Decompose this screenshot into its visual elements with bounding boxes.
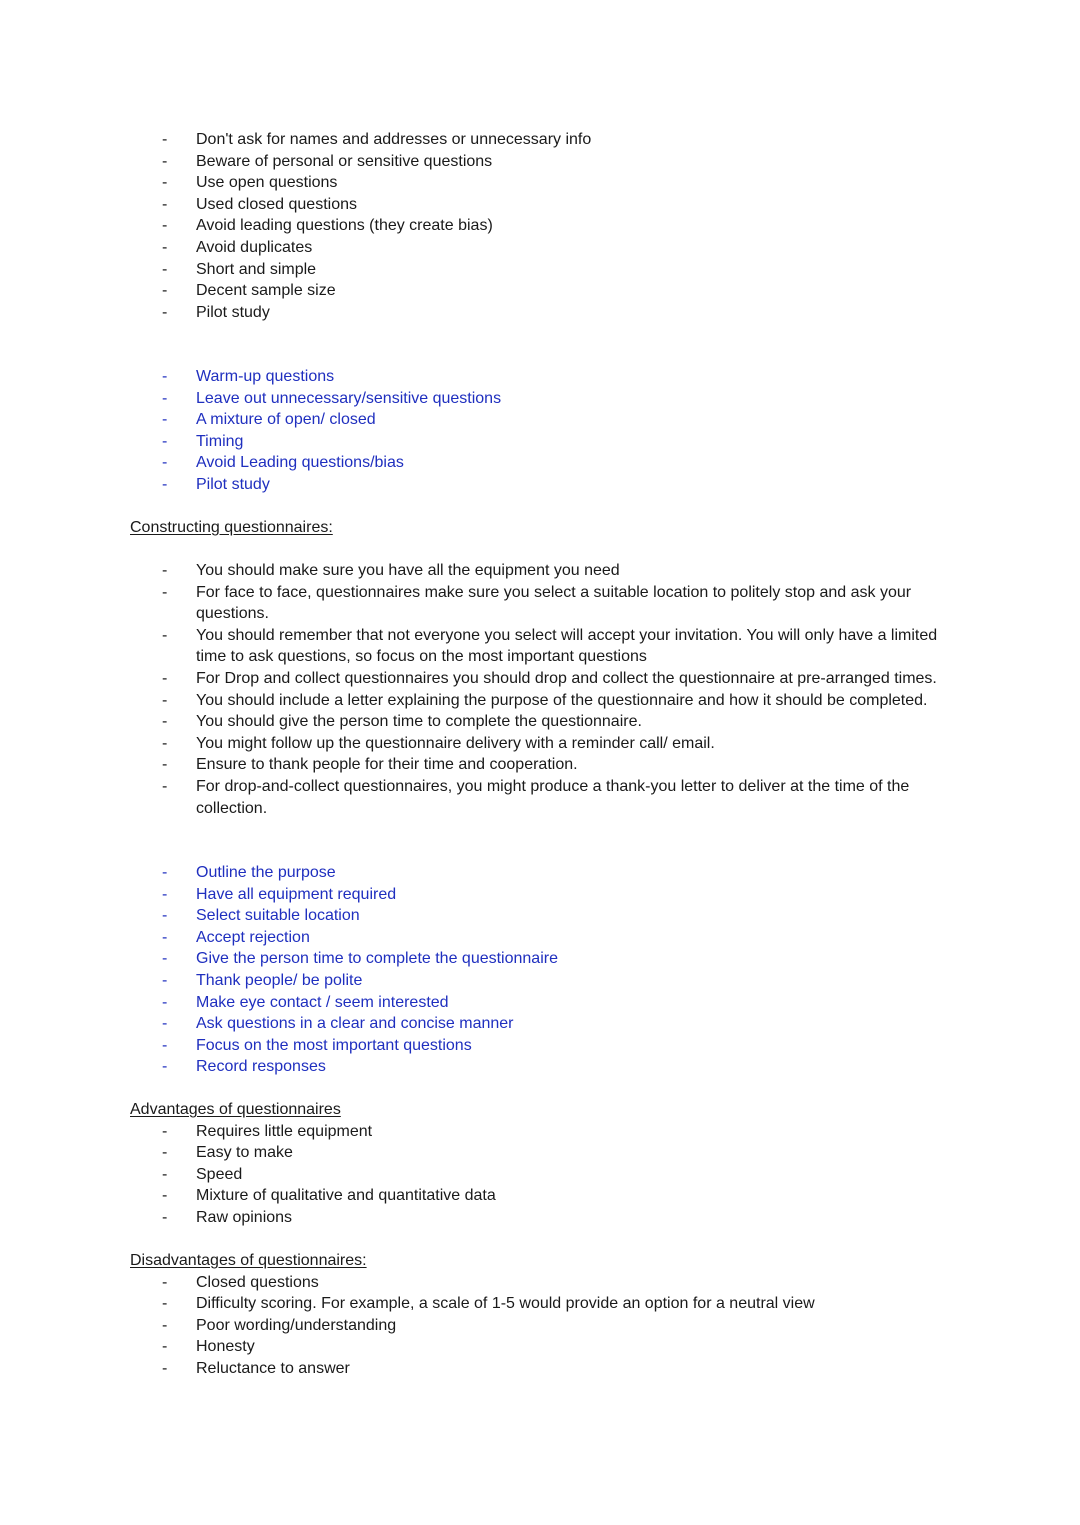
dash-bullet: - [162, 993, 168, 1011]
list-item [130, 668, 946, 690]
list-item [130, 1358, 946, 1380]
dash-bullet: - [162, 411, 168, 429]
list-item-text: Difficulty scoring. For example, a scale of 1-5 would provide an option for a neutral view [196, 1295, 815, 1313]
dash-bullet: - [162, 368, 168, 385]
dash-bullet: - [162, 1122, 168, 1140]
dash-bullet: - [162, 583, 168, 601]
dash-bullet: - [162, 885, 168, 903]
list-item [130, 948, 946, 970]
list-item-text: Ask questions in a clear and concise manner [196, 1015, 514, 1033]
advantages-section [130, 1099, 960, 1229]
list-item-text: Short and simple [196, 260, 317, 278]
list-item [130, 1013, 946, 1035]
dash-bullet: - [162, 669, 168, 687]
list-item [130, 474, 946, 496]
dash-bullet: - [162, 389, 168, 407]
dash-bullet: - [162, 1295, 168, 1313]
constructing-list [130, 560, 960, 819]
summary-list-section [130, 366, 960, 496]
list-item [130, 388, 946, 410]
list-item [130, 1272, 946, 1294]
list-item-text: Don't ask for names and addresses or unnecessary info [196, 131, 592, 148]
list-item [130, 1207, 946, 1229]
disadvantages-section [130, 1250, 960, 1380]
list-item-text: Timing [196, 432, 244, 450]
list-item [130, 1293, 946, 1315]
dash-bullet: - [162, 1316, 168, 1334]
tips-list-section [130, 129, 960, 323]
summary-list [130, 366, 960, 496]
list-item [130, 1056, 946, 1078]
dash-bullet: - [162, 1338, 168, 1356]
list-item-text: Use open questions [196, 174, 338, 192]
constructing-heading: Constructing questionnaires: [130, 519, 333, 536]
list-item [130, 431, 946, 453]
list-item-text: Poor wording/understanding [196, 1316, 397, 1334]
list-item [130, 927, 946, 949]
list-item-text: Avoid Leading questions/bias [196, 454, 404, 472]
list-item [130, 1315, 946, 1337]
list-item [130, 862, 946, 884]
list-item [130, 1035, 946, 1057]
dash-bullet: - [162, 282, 168, 300]
dash-bullet: - [162, 1036, 168, 1054]
list-item-text: Beware of personal or sensitive questions [196, 152, 493, 170]
list-item [130, 280, 946, 302]
dash-bullet: - [162, 195, 168, 213]
list-item-text: You should include a letter explaining the purpose of the questionnaire and how it should be completed. [196, 691, 928, 709]
dash-bullet: - [162, 1058, 168, 1076]
dash-bullet: - [162, 1144, 168, 1162]
constructing-heading-section [130, 517, 960, 539]
advantages-list [130, 1121, 960, 1229]
list-item [130, 237, 946, 259]
disadvantages-heading: Disadvantages of questionnaires: [130, 1252, 367, 1269]
list-item-text: Decent sample size [196, 282, 336, 300]
list-item [130, 259, 946, 281]
list-item [130, 1142, 946, 1164]
list-item-text: Requires little equipment [196, 1122, 373, 1140]
dash-bullet: - [162, 432, 168, 450]
list-item [130, 754, 946, 776]
dash-bullet: - [162, 562, 168, 579]
list-item-text: Used closed questions [196, 195, 357, 213]
dash-bullet: - [162, 174, 168, 192]
dash-bullet: - [162, 734, 168, 752]
list-item [130, 172, 946, 194]
list-item-text: Avoid duplicates [196, 238, 313, 256]
list-item [130, 711, 946, 733]
list-item [130, 302, 946, 324]
list-item-text: Avoid leading questions (they create bias) [196, 217, 493, 235]
list-item-text: Closed questions [196, 1273, 319, 1291]
list-item-text: For Drop and collect questionnaires you should drop and collect the questionnaire at pre-arranged times. [196, 669, 937, 687]
list-item [130, 215, 946, 237]
dash-bullet: - [162, 260, 168, 278]
list-item [130, 582, 946, 625]
dash-bullet: - [162, 777, 168, 795]
list-item-text: For drop-and-collect questionnaires, you might produce a thank-you letter to deliver at the time of the collection. [196, 777, 910, 817]
list-item-text: Warm-up questions [196, 368, 335, 385]
list-item [130, 366, 946, 388]
list-item-text: Raw opinions [196, 1208, 293, 1226]
list-item-text: Record responses [196, 1058, 326, 1076]
list-item-text: Easy to make [196, 1144, 293, 1162]
tips-list [130, 129, 960, 323]
dash-bullet: - [162, 626, 168, 644]
dash-bullet: - [162, 756, 168, 774]
list-item [130, 992, 946, 1014]
list-item [130, 560, 946, 582]
list-item-text: Select suitable location [196, 907, 360, 925]
list-item [130, 452, 946, 474]
dash-bullet: - [162, 950, 168, 968]
list-item-text: Mixture of qualitative and quantitative data [196, 1187, 496, 1205]
dash-bullet: - [162, 217, 168, 235]
dash-bullet: - [162, 1165, 168, 1183]
list-item [130, 690, 946, 712]
disadvantages-list [130, 1272, 960, 1380]
dash-bullet: - [162, 1273, 168, 1291]
advantages-heading: Advantages of questionnaires [130, 1101, 341, 1118]
list-item-text: Reluctance to answer [196, 1359, 350, 1377]
list-item-text: Have all equipment required [196, 885, 397, 903]
dash-bullet: - [162, 1208, 168, 1226]
list-item [130, 1336, 946, 1358]
list-item-text: You should make sure you have all the equipment you need [196, 562, 620, 579]
dash-bullet: - [162, 238, 168, 256]
list-item [130, 733, 946, 755]
list-item [130, 1185, 946, 1207]
list-item-text: You should remember that not everyone you select will accept your invitation. You will only have a limited time to ask questions, so focus on the most important questions [196, 626, 938, 666]
dash-bullet: - [162, 303, 168, 321]
list-item-text: Thank people/ be polite [196, 971, 363, 989]
dash-bullet: - [162, 928, 168, 946]
list-item-text: Pilot study [196, 303, 270, 321]
list-item [130, 905, 946, 927]
list-item-text: Pilot study [196, 475, 270, 493]
dash-bullet: - [162, 713, 168, 731]
dash-bullet: - [162, 864, 168, 881]
list-item-text: Outline the purpose [196, 864, 336, 881]
list-item-text: Leave out unnecessary/sensitive questions [196, 389, 502, 407]
list-item [130, 409, 946, 431]
dash-bullet: - [162, 152, 168, 170]
list-item [130, 1121, 946, 1143]
list-item-text: Make eye contact / seem interested [196, 993, 449, 1011]
list-item-text: Focus on the most important questions [196, 1036, 472, 1054]
list-item-text: Accept rejection [196, 928, 310, 946]
list-item-text: Ensure to thank people for their time and cooperation. [196, 756, 578, 774]
dash-bullet: - [162, 1187, 168, 1205]
list-item [130, 194, 946, 216]
dash-bullet: - [162, 131, 168, 148]
list-item-text: Honesty [196, 1338, 255, 1356]
dash-bullet: - [162, 1015, 168, 1033]
list-item [130, 970, 946, 992]
list-item [130, 884, 946, 906]
list-item-text: Speed [196, 1165, 243, 1183]
list-item-text: A mixture of open/ closed [196, 411, 376, 429]
dash-bullet: - [162, 691, 168, 709]
list-item [130, 1164, 946, 1186]
list-item [130, 625, 946, 668]
list-item [130, 129, 946, 151]
list-item-text: For face to face, questionnaires make sure you select a suitable location to politely stop and ask your questions. [196, 583, 912, 623]
dash-bullet: - [162, 475, 168, 493]
dash-bullet: - [162, 1359, 168, 1377]
list-item-text: You should give the person time to complete the questionnaire. [196, 713, 642, 731]
list-item-text: Give the person time to complete the questionnaire [196, 950, 558, 968]
dash-bullet: - [162, 971, 168, 989]
dash-bullet: - [162, 454, 168, 472]
interview-tips-section [130, 862, 960, 1078]
list-item [130, 776, 946, 819]
list-item [130, 151, 946, 173]
constructing-list-section [130, 560, 960, 819]
interview-tips-list [130, 862, 960, 1078]
dash-bullet: - [162, 907, 168, 925]
list-item-text: You might follow up the questionnaire delivery with a reminder call/ email. [196, 734, 715, 752]
